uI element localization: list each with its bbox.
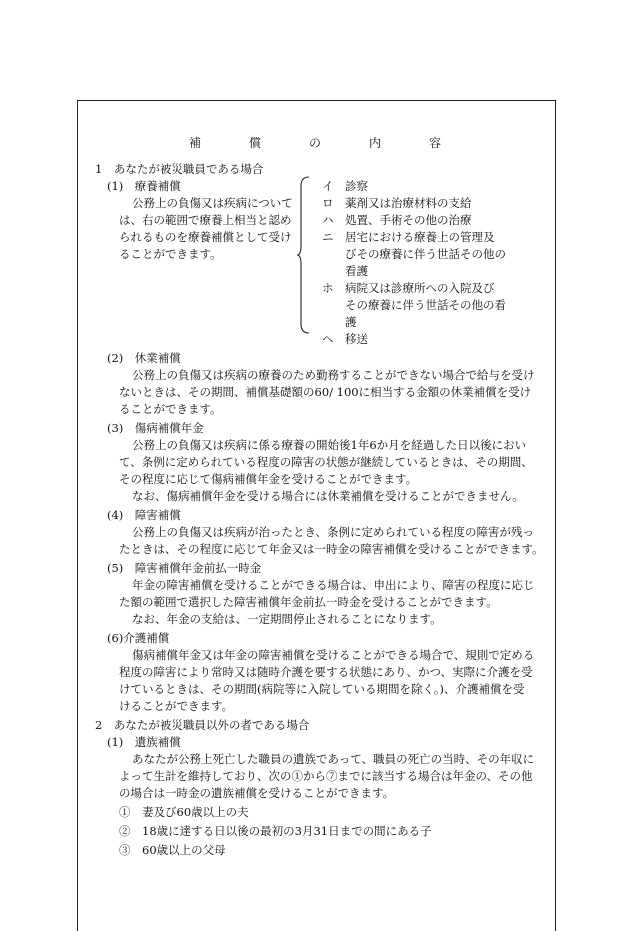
title-char: の: [308, 136, 321, 150]
section1-heading: 1 あなたが被災職員である場合: [95, 162, 264, 176]
medical-item: 護: [322, 315, 357, 329]
leave-line: ないときは、その期間、補償基礎額の60/ 100に相当する金額の休業補償を受け: [119, 385, 532, 399]
title-char: 容: [429, 136, 442, 150]
title-char: 償: [248, 136, 261, 150]
medical-item: ロ 薬剤又は治療材料の支給: [322, 196, 472, 210]
medical-item: ホ 病院又は診療所への入院及び: [322, 281, 495, 295]
medical-item: ヘ 移送: [322, 332, 368, 346]
care-line: けることができます。: [119, 699, 234, 713]
care-line: 傷病補償年金又は年金の障害補償を受けることができる場合で、規則で定める: [132, 648, 535, 662]
page-title: [0, 134, 630, 151]
title-char: 内: [369, 136, 382, 150]
injury-pension-heading: (3) 傷病補償年金: [107, 421, 204, 435]
disability-line: たときは、その程度に応じて年金又は一時金の障害補償を受けることができます。: [119, 542, 544, 556]
medical-item: イ 診察: [322, 179, 368, 193]
survivor-item: ③ 60歳以上の父母: [119, 843, 226, 857]
survivor-line: の場合は一時金の遺族補償を受けることができます。: [119, 786, 395, 800]
survivor-line: よって生計を維持しており、次の①から⑦までに該当する場合は年金の、その他: [119, 769, 533, 783]
advance-heading: (5) 障害補償年金前払一時金: [107, 561, 262, 575]
medical-body-line: ることができます。: [119, 247, 222, 261]
injury-pension-line: なお、傷病補償年金を受ける場合には休業補償を受けることができません。: [132, 489, 524, 503]
leave-heading: (2) 休業補償: [107, 351, 181, 365]
injury-pension-line: て、条例に定められている程度の障害の状態が継続しているときは、その期間、: [119, 455, 533, 469]
medical-item: 看護: [322, 264, 368, 278]
leave-line: ることができます。: [119, 402, 222, 416]
medical-item: びその療養に伴う世話その他の: [322, 247, 506, 261]
title-char: 補: [188, 136, 201, 150]
care-heading: (6)介護補償: [107, 631, 170, 645]
medical-item: ハ 処置、手術その他の治療: [322, 213, 472, 227]
advance-line: 年金の障害補償を受けることができる場合は、申出により、障害の程度に応じ: [132, 578, 535, 592]
survivor-item: ② 18歳に達する日以後の最初の3月31日までの間にある子: [119, 824, 432, 838]
medical-heading: (1) 療養補償: [107, 179, 181, 193]
medical-body-line: 公務上の負傷又は疾病について: [132, 196, 293, 210]
leave-line: 公務上の負傷又は疾病の療養のため勤務することができない場合で給与を受け: [132, 368, 535, 382]
survivor-line: あなたが公務上死亡した職員の遺族であって、職員の死亡の当時、その年収に: [132, 752, 535, 766]
injury-pension-line: 公務上の負傷又は疾病に係る療養の開始後1年6か月を経過した日以後におい: [132, 438, 527, 452]
injury-pension-line: その程度に応じて傷病補償年金を受けることができます。: [119, 472, 418, 486]
curly-brace: [297, 176, 311, 334]
medical-item: ニ 居宅における療養上の管理及: [322, 230, 495, 244]
advance-line: た額の範囲で選択した障害補償年金前払一時金を受けることができます。: [119, 595, 498, 609]
advance-line: なお、年金の支給は、一定期間停止されることになります。: [132, 612, 442, 626]
survivor-heading: (1) 遺族補償: [107, 735, 181, 749]
disability-heading: (4) 障害補償: [107, 508, 181, 522]
care-line: 程度の障害により常時又は随時介護を要する状態にあり、かつ、実際に介護を受: [119, 665, 533, 679]
care-line: けているときは、その期間(病院等に入院している期間を除く。)、介護補償を受: [119, 682, 525, 696]
disability-line: 公務上の負傷又は疾病が治ったとき、条例に定められている程度の障害が残っ: [132, 525, 535, 539]
section2-heading: 2 あなたが被災職員以外の者である場合: [95, 718, 310, 732]
medical-body-line: られるものを療養補償として受け: [119, 230, 292, 244]
survivor-item: ① 妻及び60歳以上の夫: [119, 805, 249, 819]
medical-body-line: は、右の範囲で療養上相当と認め: [119, 213, 292, 227]
medical-item: その療養に伴う世話その他の看: [322, 298, 506, 312]
